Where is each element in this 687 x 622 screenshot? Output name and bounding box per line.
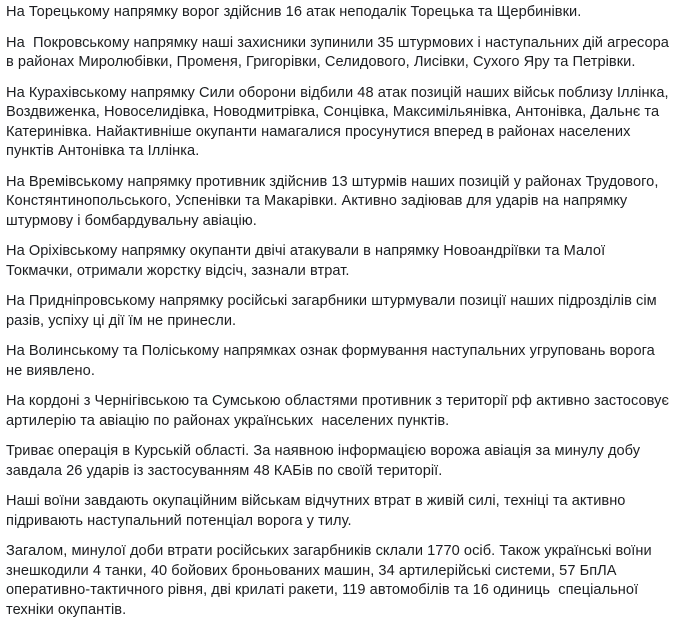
paragraph-pokrovsk: На Покровському напрямку наші захисники зупинили 35 штурмових і наступальних дій агресора в районах Миролюбівки, Променя, Григорівки, Селидового, Лисівки, Сухого Яру та Петрівки. (6, 34, 674, 70)
paragraph-vremivka: На Времівському напрямку противник здійснив 13 штурмів наших позицій у районах Трудового, Констянтинопольського, Успенівки та Макарівки. Активно задіював для ударів на напрямку штурмову і бомбардувальну авіацію. (6, 173, 663, 229)
paragraph-volyn-polissia: На Волинському та Поліському напрямках ознак формування наступальних угруповань ворога не виявлено. (6, 343, 659, 379)
paragraph-toretsk: На Торецькому напрямку ворог здійснив 16 атак неподалік Торецька та Щербинівки. (6, 4, 582, 20)
paragraph-losses-summary: Загалом, минулої доби втрати російських загарбників склали 1770 осіб. Також українські воїни знешкодили 4 танки, 40 бойових броньованих машин, 34 артилерійські системи, 57 БпЛА оперативно-тактичного рівня, дві крилаті ракети, 119 автомобілів та 16 одиниць спеціальної техніки окупантів. (6, 543, 656, 618)
paragraph-kurakhove: На Курахівському напрямку Сили оборони відбили 48 атак позицій наших військ поблизу Іллінка, Воздвиженка, Новоселидівка, Новодмитрівка, Сонцівка, Максимільянівка, Антонівка, Дальнє та Катеринівка. Найактивніше окупанти намагалися просунутися вперед в районах населених пунктів Антонівка та Іллінка. (6, 84, 673, 159)
paragraph-border: На кордоні з Чернігівською та Сумською областями противник з території рф активно застосовує артилерію та авіацію по районах українських населених пунктів. (6, 393, 674, 429)
paragraph-kursk: Триває операція в Курській області. За наявною інформацією ворожа авіація за минулу добу завдала 26 ударів із застосуванням 48 КАБів по своїй території. (6, 443, 645, 479)
paragraph-orikhiv: На Оріхівському напрямку окупанти двічі атакували в напрямку Новоандріївки та Малої Токмачки, отримали жорстку відсіч, зазнали втрат. (6, 243, 610, 279)
paragraph-prydniprovsk: На Придніпровському напрямку російські загарбники штурмували позиції наших підрозділів сім разів, успіху ці дії їм не принесли. (6, 293, 661, 329)
post-text (0, 3, 687, 620)
paragraph-losses-intro: Наші воїни завдають окупаційним військам відчутних втрат в живій силі, техніці та активно підривають наступальний потенціал ворога у тилу. (6, 493, 630, 529)
